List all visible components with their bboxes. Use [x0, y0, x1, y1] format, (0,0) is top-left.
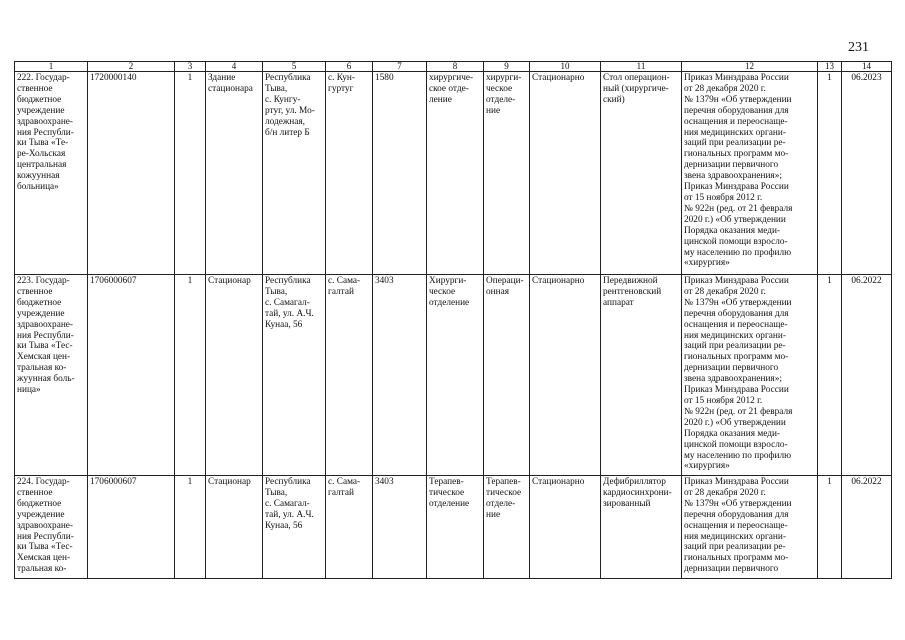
column-header: 5 [263, 62, 326, 72]
equipment-cell: Стол операцион- ный (хирургиче- ский) [601, 72, 682, 275]
column-header: 3 [175, 62, 206, 72]
building-cell: Стационар [206, 476, 263, 579]
column-header: 2 [88, 62, 175, 72]
regulation-cell: Приказ Минздрава России от 28 декабря 2020 г. № 1379н «Об утверждении перечня оборудования для оснащения и переоснаще- ния медицинских органи- заций при реализации ре- гиональных программ мо- дернизации первичного звена здравоохранения»; Приказ Минздрава России от 15 ноября 2012 г. № 922н (ред. от 21 февраля 2020 г.) «Об утверждении Порядка оказания меди- цинской помощи взросло- му населению по профилю «хирургия» [682, 275, 818, 476]
table-row [15, 72, 892, 275]
column-header: 10 [530, 62, 601, 72]
column-header: 7 [373, 62, 427, 72]
address-cell: Республика Тыва, с. Самагал- тай, ул. А.Ч. Кунаа, 56 [263, 476, 326, 579]
regulation-cell: Приказ Минздрава России от 28 декабря 2020 г. № 1379н «Об утверждении перечня оборудования для оснащения и переоснаще- ния медицинских органи- заций при реализации ре- гиональных программ мо- дернизации первичного [682, 476, 818, 579]
settlement-cell: с. Сама- галтай [326, 275, 373, 476]
quantity-cell: 1 [818, 275, 842, 476]
unit-cell: Терапев- тическое отделе- ние [484, 476, 530, 579]
population-cell: 1580 [373, 72, 427, 275]
care-type-cell: Стационарно [530, 476, 601, 579]
unit-cell: Операци- онная [484, 275, 530, 476]
column-header: 6 [326, 62, 373, 72]
settlement-cell: с. Сама- галтай [326, 476, 373, 579]
institution-cell: 222. Государ- ственное бюджетное учреждение здравоохране- ния Республи- ки Тыва «Те- ре-Хольская центральная кожуунная больница» [15, 72, 88, 275]
settlement-cell: с. Кун- гуртуг [326, 72, 373, 275]
unit-cell: хирурги- ческое отделе- ние [484, 72, 530, 275]
building-cell: Стационар [206, 275, 263, 476]
date-cell: 06.2023 [842, 72, 892, 275]
department-cell: хирургиче- ское отде- ление [427, 72, 484, 275]
page-number: 231 [848, 40, 869, 55]
column-header: 14 [842, 62, 892, 72]
population-cell: 3403 [373, 476, 427, 579]
column-header: 13 [818, 62, 842, 72]
care-type-cell: Стационарно [530, 275, 601, 476]
code-cell: 1706000607 [88, 275, 175, 476]
table-row [15, 476, 892, 579]
population-cell: 3403 [373, 275, 427, 476]
institution-cell: 224. Государ- ственное бюджетное учреждение здравоохране- ния Республи- ки Тыва «Тес- Хемская цен- тральная ко- [15, 476, 88, 579]
column-header: 11 [601, 62, 682, 72]
column-header: 12 [682, 62, 818, 72]
department-cell: Терапев- тическое отделение [427, 476, 484, 579]
equipment-cell: Передвижной рентгеновский аппарат [601, 275, 682, 476]
column-header: 1 [15, 62, 88, 72]
date-cell: 06.2022 [842, 476, 892, 579]
code-cell: 1706000607 [88, 476, 175, 579]
regulation-cell: Приказ Минздрава России от 28 декабря 2020 г. № 1379н «Об утверждении перечня оборудования для оснащения и переоснаще- ния медицинских органи- заций при реализации ре- гиональных программ мо- дернизации первичного звена здравоохранения»; Приказ Минздрава России от 15 ноября 2012 г. № 922н (ред. от 21 февраля 2020 г.) «Об утверждении Порядка оказания меди- цинской помощи взросло- му населению по профилю «хирургия» [682, 72, 818, 275]
code-cell: 1720000140 [88, 72, 175, 275]
quantity-cell: 1 [818, 72, 842, 275]
count-cell: 1 [175, 476, 206, 579]
equipment-table [14, 61, 892, 579]
address-cell: Республика Тыва, с. Самагал- тай, ул. А.Ч. Кунаа, 56 [263, 275, 326, 476]
column-header: 9 [484, 62, 530, 72]
institution-cell: 223. Государ- ственное бюджетное учреждение здравоохране- ния Республи- ки Тыва «Тес- Хемская цен- тральная ко- жуунная боль- ница» [15, 275, 88, 476]
quantity-cell: 1 [818, 476, 842, 579]
table-row [15, 275, 892, 476]
address-cell: Республика Тыва, с. Кунгу- ртуг, ул. Мо- лодежная, б/н литер Б [263, 72, 326, 275]
building-cell: Здание стационара [206, 72, 263, 275]
department-cell: Хирурги- ческое отделение [427, 275, 484, 476]
date-cell: 06.2022 [842, 275, 892, 476]
column-header: 8 [427, 62, 484, 72]
equipment-cell: Дефибриллятор кардиосинхрони- зированный [601, 476, 682, 579]
care-type-cell: Стационарно [530, 72, 601, 275]
count-cell: 1 [175, 72, 206, 275]
column-number-row [15, 62, 892, 72]
column-header: 4 [206, 62, 263, 72]
count-cell: 1 [175, 275, 206, 476]
